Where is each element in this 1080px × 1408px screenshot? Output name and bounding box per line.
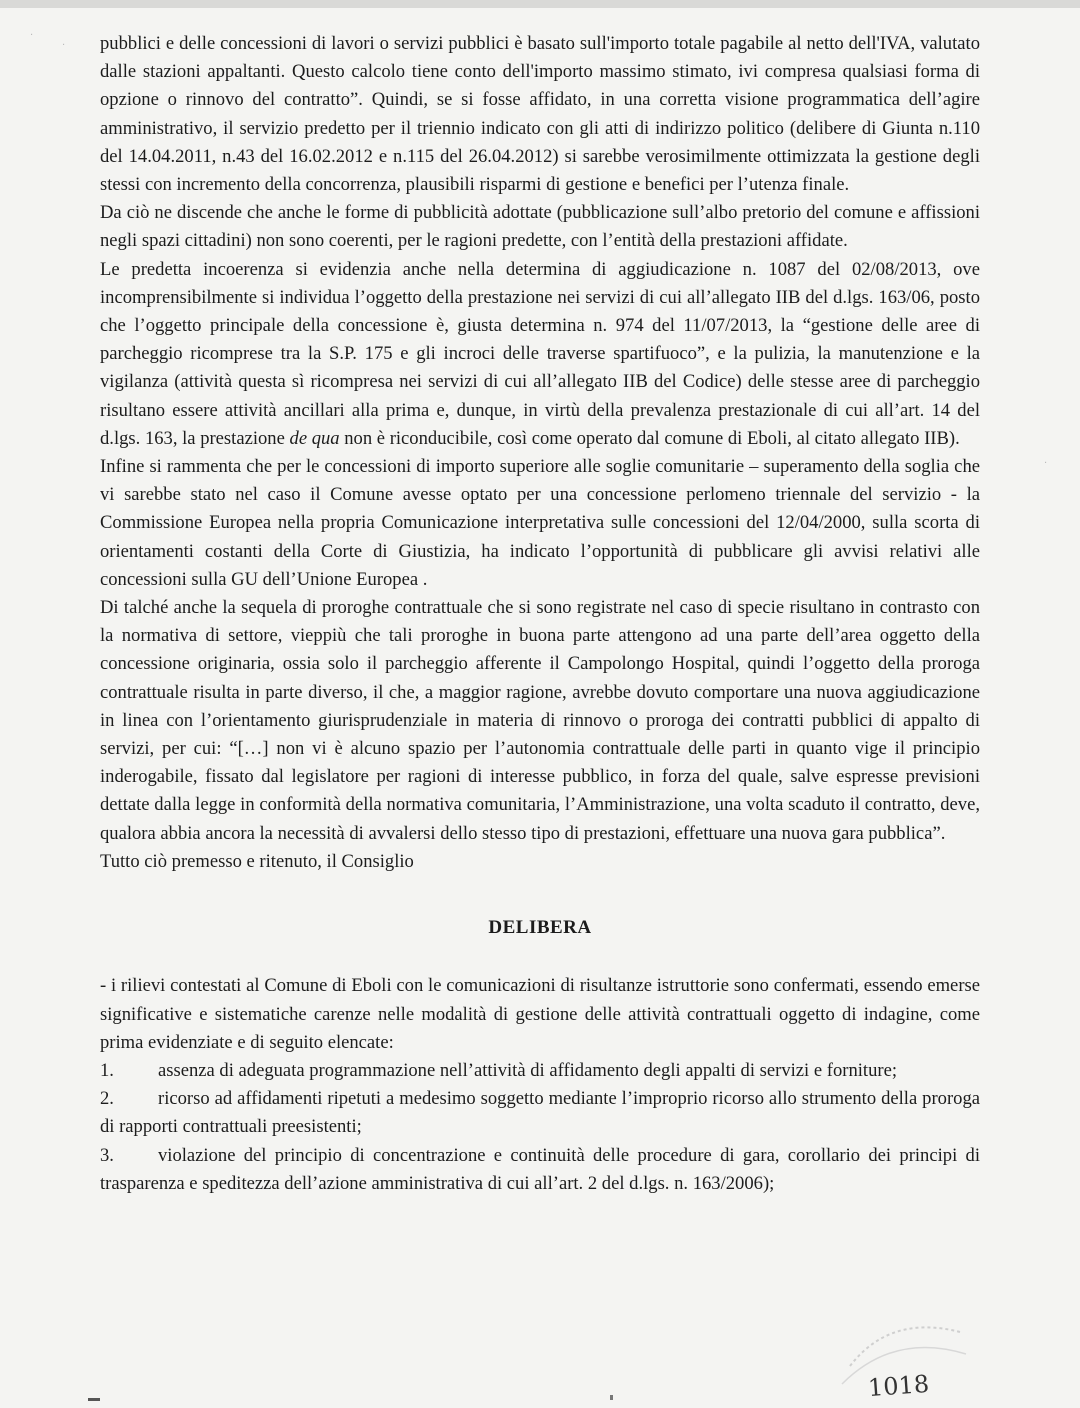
decision-lead: - i rilievi contestati al Comune di Eboli con le comunicazioni di risultanze istruttorie sono confermati, essendo emerse significative e sistematiche carenze nelle modalità di gestione delle attività contrattuali oggetto di indagine, come prima evidenziate e di seguito elencate: [100, 975, 980, 1053]
list-item-text: ricorso ad affidamenti ripetuti a medesimo soggetto mediante l’improprio ricorso allo strumento della proroga di rapporti contrattuali preesistenti; [100, 1088, 980, 1138]
paragraph-6: Tutto ciò premesso e ritenuto, il Consiglio [100, 850, 414, 872]
scan-mark [610, 1395, 613, 1400]
paragraph-1: pubblici e delle concessioni di lavori o servizi pubblici è basato sull'importo totale pagabile al netto dell'IVA, valutato dalle stazioni appaltanti. Questo calcolo tiene conto dell'importo massimo stimato, ivi compresa qualsiasi forma di opzione o rinnovo del contratto”. Quindi, se si fosse affidato, in una corretta visione programmatica dell’agire amministrativo, il servizio predetto per il triennio indicato con gli atti di indirizzo politico (delibere di Giunta n.110 del 14.04.2011, n.43 del 16.02.2012 e n.115 del 26.04.2012) si sarebbe verosimilmente ottimizzata la gestione degli stessi con incremento della concorrenza, plausibili risparmi di gestione e benefici per l’utenza finale. [100, 33, 980, 196]
scan-speck: · [1044, 458, 1048, 469]
scan-mark [88, 1398, 100, 1401]
list-item [100, 1057, 980, 1085]
scan-speck: · [30, 30, 34, 41]
list-item [100, 1085, 980, 1141]
paragraph-3-text: Le predetta incoerenza si evidenzia anche nella determina di aggiudicazione n. 1087 del 02/08/2013, ove incomprensibilmente si individua l’oggetto della prestazione nei servizi di cui all’allegato IIB del d.lgs. 163/06, posto che l’oggetto principale della concessione è, giusta determina n. 974 del 11/07/2013, la “gestione delle aree di parcheggio ricomprese tra la S.P. 175 e gli incroci delle traverse spartifuoco”, e la pulizia, la manutenzione e la vigilanza (attività questa sì ricompresa nei servizi di cui all’allegato IIB del Codice) delle stesse aree di parcheggio risultano essere attività ancillari alla prima e, dunque, in virtù della prevalenza prestazionale di cui all’art. 14 del d.lgs. 163, la prestazione [100, 258, 980, 449]
paragraph-5: Di talché anche la sequela di proroghe contrattuale che si sono registrate nel caso di specie risultano in contrasto con la normativa di settore, vieppiù che tali proroghe in buona parte attengono ad una parte dell’area oggetto della concessione originaria, ossia solo il parcheggio afferente il Campolongo Hospital, quindi l’oggetto della proroga contrattuale risulta in parte diverso, il che, a maggior ragione, avrebbe dovuto comportare una nuova aggiudicazione in linea con l’orientamento giurisprudenziale in materia di rinnovo o proroga dei contratti pubblici di appalto di servizi, per cui: “[…] non vi è alcuno spazio per l’autonomia contrattuale delle parti in quanto vige il principio inderogabile, fissato dal legislatore per ragioni di interesse pubblico, in forza del quale, salve espresse previsioni dettate dalla legge in conformità della normativa comunitaria, l’Amministrazione, una volta scaduto il contratto, deve, qualora abbia ancora la necessità di avvalersi dello stesso tipo di prestazioni, effettuare una nuova gara pubblica”. [100, 597, 980, 844]
list-item [100, 1142, 980, 1198]
scan-top-edge [0, 0, 1080, 8]
paragraph-3-tail: non è riconducibile, così come operato dal comune di Eboli, al citato allegato IIB). [339, 427, 960, 449]
section-heading: DELIBERA [488, 917, 592, 939]
handwritten-page-number: 1018 [867, 1369, 930, 1403]
paragraph-2: Da ciò ne discende che anche le forme di pubblicità adottate (pubblicazione sull’albo pretorio del comune e affissioni negli spazi cittadini) non sono coerenti, per le ragioni predette, con l’entità della prestazioni affidate. [100, 202, 980, 252]
list-item-number: 3. [100, 1144, 114, 1166]
list-item-text: violazione del principio di concentrazione e continuità delle procedure di gara, corollario dei principi di trasparenza e speditezza dell’azione amministrativa di cui all’art. 2 del d.lgs. n. 163/2006); [100, 1144, 980, 1194]
paragraph-3 [100, 256, 980, 453]
paragraph-3-italic: de qua [289, 427, 340, 449]
scan-speck: · [62, 40, 66, 51]
list-item-number: 1. [100, 1059, 114, 1081]
paragraph-4: Infine si rammenta che per le concessioni di importo superiore alle soglie comunitarie – superamento della soglia che vi sarebbe stato nel caso il Comune avesse optato per una concessione perlomeno triennale del servizio - la Commissione Europea nella propria Comunicazione interpretativa sulle concessioni del 12/04/2000, sulla scorta di orientamenti costanti della Corte di Giustizia, ha indicato l’opportunità di pubblicare gli avvisi relativi alle concessioni sulla GU dell’Unione Europea . [100, 456, 980, 590]
list-item-text: assenza di adeguata programmazione nell’attività di affidamento degli appalti di servizi e forniture; [158, 1059, 897, 1081]
list-item-number: 2. [100, 1088, 114, 1110]
document-page [100, 30, 980, 1198]
